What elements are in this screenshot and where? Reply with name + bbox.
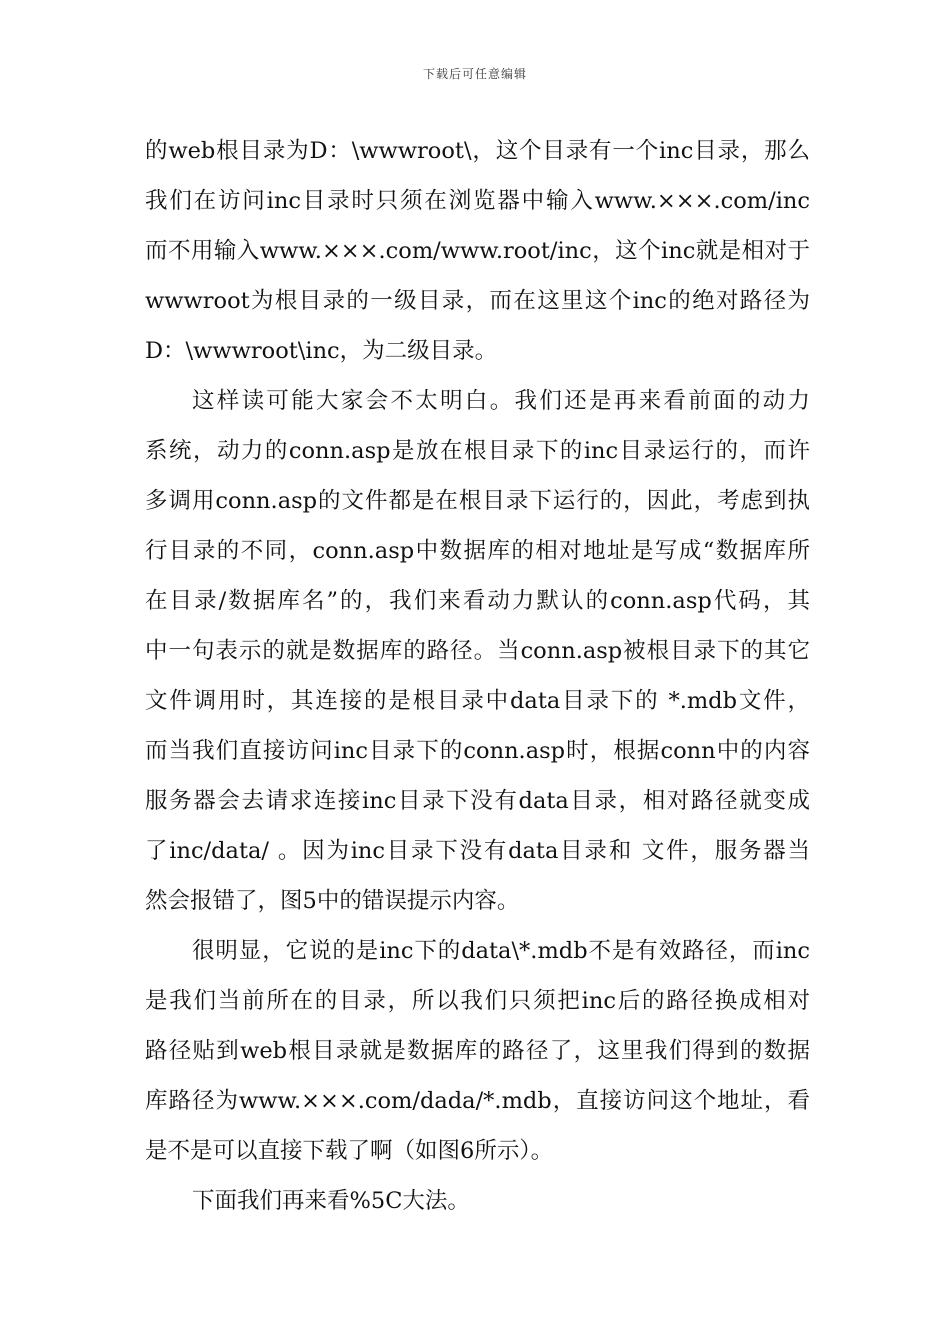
text-line: 中一句表示的就是数据库的路径。当conn.asp被根目录下的其它 xyxy=(145,638,810,664)
text-line: 很明显，它说的是inc下的data\*.mdb不是有效路径，而inc xyxy=(192,938,810,964)
page-header: 下载后可任意编辑 xyxy=(422,67,527,81)
text-line: 下面我们再来看%5C大法。 xyxy=(192,1188,470,1214)
text-line: 在目录/数据库名”的，我们来看动力默认的conn.asp代码，其 xyxy=(145,588,810,614)
text-line: 这样读可能大家会不太明白。我们还是再来看前面的动力 xyxy=(192,388,810,414)
text-line: 库路径为www.×××.com/dada/*.mdb，直接访问这个地址，看 xyxy=(145,1088,810,1114)
text-line: 路径贴到web根目录就是数据库的路径了，这里我们得到的数据 xyxy=(145,1038,810,1064)
text-line: 的web根目录为D：\wwwroot\，这个目录有一个inc目录，那么 xyxy=(145,138,810,164)
text-line: 服务器会去请求连接inc目录下没有data目录，相对路径就变成 xyxy=(145,788,810,814)
paragraph xyxy=(145,376,810,926)
paragraph xyxy=(145,1176,810,1226)
text-line: 了inc/data/ 。因为inc目录下没有data目录和 文件，服务器当 xyxy=(145,838,810,864)
text-line: 多调用conn.asp的文件都是在根目录下运行的，因此，考虑到执 xyxy=(145,488,810,514)
text-line: 我们在访问inc目录时只须在浏览器中输入www.×××.com/inc xyxy=(145,188,810,214)
text-line: 系统，动力的conn.asp是放在根目录下的inc目录运行的，而许 xyxy=(145,438,810,464)
document-body xyxy=(145,126,810,1226)
text-line: 而不用输入www.×××.com/www.root/inc，这个inc就是相对于 xyxy=(145,238,810,264)
text-line: 是不是可以直接下载了啊（如图6所示）。 xyxy=(145,1138,554,1164)
text-line: 而当我们直接访问inc目录下的conn.asp时，根据conn中的内容 xyxy=(145,738,810,764)
paragraph xyxy=(145,926,810,1176)
text-line: 是我们当前所在的目录，所以我们只须把inc后的路径换成相对 xyxy=(145,988,810,1014)
text-line: 文件调用时，其连接的是根目录中data目录下的 *.mdb文件， xyxy=(145,688,810,714)
paragraph xyxy=(145,126,810,376)
text-line: D：\wwwroot\inc，为二级目录。 xyxy=(145,338,498,364)
text-line: wwwroot为根目录的一级目录，而在这里这个inc的绝对路径为 xyxy=(145,288,810,314)
text-line: 行目录的不同，conn.asp中数据库的相对地址是写成“数据库所 xyxy=(145,538,810,564)
text-line: 然会报错了，图5中的错误提示内容。 xyxy=(145,888,520,914)
